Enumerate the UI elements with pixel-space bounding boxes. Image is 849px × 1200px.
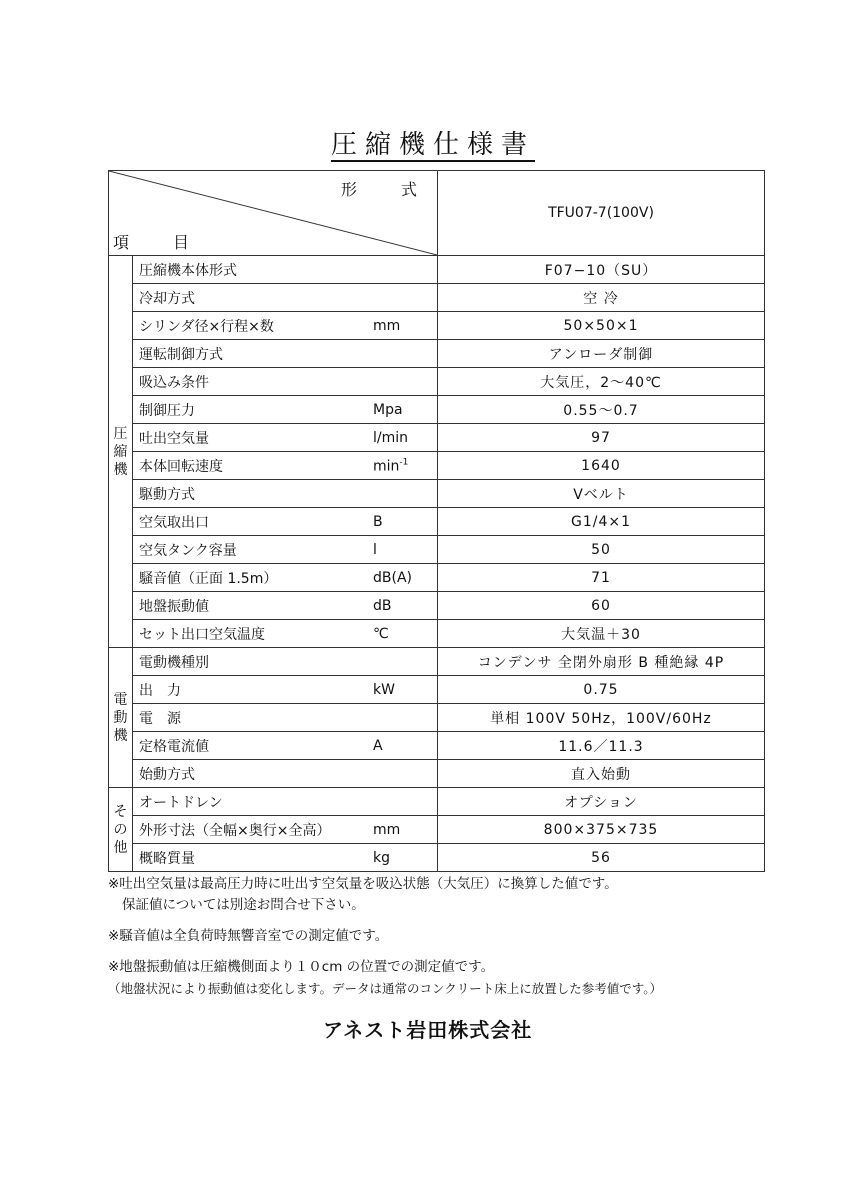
row-value: 71	[438, 564, 765, 592]
table-row	[109, 592, 765, 620]
row-item	[133, 312, 438, 340]
row-item	[133, 676, 438, 704]
table-row	[109, 788, 765, 816]
row-label: 外形寸法（全幅×奥行×全高）	[139, 822, 331, 839]
note-vibration-detail: （地盤状況により振動値は変化します。データは通常のコンクリート床上に放置した参考値です。）	[108, 981, 663, 996]
table-row	[109, 312, 765, 340]
row-unit: kg	[373, 849, 390, 866]
row-unit: Mpa	[373, 401, 403, 418]
row-label: 地盤振動値	[139, 598, 209, 615]
table-row	[109, 704, 765, 732]
row-item	[133, 732, 438, 760]
row-label: 吐出空気量	[139, 430, 209, 447]
row-unit: dB(A)	[373, 569, 412, 586]
row-item	[133, 256, 438, 284]
group-char: そ	[113, 803, 128, 820]
row-value: 0.55～0.7	[438, 396, 765, 424]
row-item	[133, 592, 438, 620]
table-row	[109, 452, 765, 480]
row-unit: l/min	[373, 429, 409, 446]
row-item	[133, 536, 438, 564]
row-item	[133, 368, 438, 396]
table-row	[109, 508, 765, 536]
header-type-label: 形 式	[340, 180, 431, 199]
row-label: 出 力	[139, 682, 181, 699]
table-row	[109, 284, 765, 312]
row-label: オートドレン	[139, 794, 223, 811]
spec-table	[108, 170, 765, 872]
row-value: 56	[438, 844, 765, 872]
row-value: 800×375×735	[438, 816, 765, 844]
row-unit: l	[373, 541, 377, 558]
row-label: 空気取出口	[139, 514, 209, 531]
row-value: 大気圧，2～40℃	[438, 368, 765, 396]
table-row	[109, 620, 765, 648]
group-char: 縮	[113, 443, 128, 460]
row-item	[133, 704, 438, 732]
row-value: オプション	[438, 788, 765, 816]
table-row	[109, 256, 765, 284]
note-noise: ※騒音値は全負荷時無響音室での測定値です。	[108, 928, 389, 944]
row-item	[133, 816, 438, 844]
group-char: 機	[113, 727, 128, 744]
table-row	[109, 732, 765, 760]
row-value: 1640	[438, 452, 765, 480]
note-guarantee: 保証値については別途お問合せ下さい。	[122, 897, 365, 913]
page-title: 圧縮機仕様書	[331, 130, 536, 160]
row-value: Vベルト	[438, 480, 765, 508]
group-char: min	[373, 457, 400, 474]
row-value: 11.6／11.3	[438, 732, 765, 760]
row-unit: ℃	[373, 625, 389, 642]
row-label: 電 源	[139, 710, 181, 727]
row-label: 冷却方式	[139, 290, 195, 307]
header-diagonal-cell	[109, 171, 438, 256]
row-item	[133, 760, 438, 788]
footnotes	[108, 874, 748, 999]
table-row	[109, 368, 765, 396]
company-name: アネスト岩田株式会社	[323, 1018, 533, 1042]
row-value: G1/4×1	[438, 508, 765, 536]
row-label: 始動方式	[139, 766, 195, 783]
row-unit: mm	[373, 821, 401, 838]
table-header-row	[109, 171, 765, 256]
row-value: アンローダ制御	[438, 340, 765, 368]
table-row	[109, 480, 765, 508]
row-item	[133, 284, 438, 312]
group-label-other	[109, 788, 133, 872]
unit-superscript: -1	[399, 457, 409, 468]
row-item	[133, 396, 438, 424]
row-label: 概略質量	[139, 850, 195, 867]
group-char: 動	[113, 709, 128, 726]
row-label: 騒音値（正面 1.5m）	[139, 570, 278, 587]
row-item	[133, 452, 438, 480]
group-label-motor	[109, 648, 133, 788]
row-label: 運転制御方式	[139, 346, 223, 363]
row-item	[133, 620, 438, 648]
row-item	[133, 508, 438, 536]
row-label: 駆動方式	[139, 486, 195, 503]
row-label: 定格電流値	[139, 738, 209, 755]
model-name: TFU07-7(100V)	[438, 171, 765, 256]
row-label: 空気タンク容量	[139, 542, 237, 559]
row-item	[133, 564, 438, 592]
note-discharge: ※吐出空気量は最高圧力時に吐出す空気量を吸込状態（大気圧）に換算した値です。	[108, 876, 618, 892]
table-row	[109, 816, 765, 844]
row-value: 直入始動	[438, 760, 765, 788]
header-item-label: 項 目	[113, 233, 204, 252]
table-row	[109, 564, 765, 592]
row-label: シリンダ径×行程×数	[139, 318, 274, 335]
row-value: 97	[438, 424, 765, 452]
table-row	[109, 396, 765, 424]
row-label: 電動機種別	[139, 654, 209, 671]
row-item	[133, 648, 438, 676]
table-row	[109, 340, 765, 368]
row-item	[133, 424, 438, 452]
row-value: 60	[438, 592, 765, 620]
row-value: 50×50×1	[438, 312, 765, 340]
row-unit: dB	[373, 597, 392, 614]
table-row	[109, 760, 765, 788]
row-unit: mm	[373, 317, 401, 334]
table-row	[109, 676, 765, 704]
row-unit	[373, 457, 408, 474]
row-label: 吸込み条件	[139, 374, 209, 391]
row-label: 本体回転速度	[139, 458, 223, 475]
row-item	[133, 340, 438, 368]
table-row	[109, 844, 765, 872]
row-value: コンデンサ 全閉外扇形 B 種絶縁 4P	[438, 648, 765, 676]
row-value: 空 冷	[438, 284, 765, 312]
row-label: 制御圧力	[139, 402, 195, 419]
row-item	[133, 844, 438, 872]
row-item	[133, 788, 438, 816]
row-label: 圧縮機本体形式	[139, 262, 237, 279]
table-row	[109, 424, 765, 452]
group-label-compressor	[109, 256, 133, 648]
row-unit: B	[373, 513, 383, 530]
row-value: 大気温＋30	[438, 620, 765, 648]
group-char: 圧	[113, 425, 128, 442]
row-label: セット出口空気温度	[139, 626, 265, 643]
row-unit: kW	[373, 681, 395, 698]
group-char: の	[113, 821, 128, 838]
row-value: 0.75	[438, 676, 765, 704]
row-value: 単相 100V 50Hz，100V/60Hz	[438, 704, 765, 732]
row-unit: A	[373, 737, 383, 754]
note-vibration: ※地盤振動値は圧縮機側面より１０cm の位置での測定値です。	[108, 959, 495, 975]
row-value: 50	[438, 536, 765, 564]
row-item	[133, 480, 438, 508]
group-char: 他	[113, 839, 128, 856]
table-row	[109, 648, 765, 676]
row-value: F07−10（SU）	[438, 256, 765, 284]
group-char: 電	[113, 691, 128, 708]
group-char: 機	[113, 461, 128, 478]
table-row	[109, 536, 765, 564]
